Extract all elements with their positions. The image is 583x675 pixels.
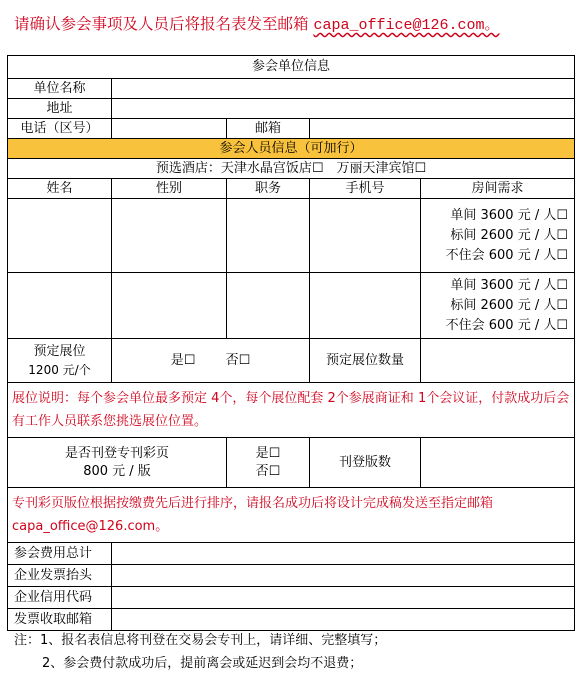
unit-name-label: 单位名称 (8, 79, 112, 99)
room-option-double[interactable]: 标间 2600 元 / 人☐ (450, 297, 569, 313)
room-options[interactable] (421, 199, 575, 273)
booth-label-text: 预定展位 (33, 343, 86, 359)
address-field[interactable] (112, 99, 575, 119)
registration-form (7, 55, 575, 631)
booth-note: 展位说明：每个参会单位最多预定 4个，每个展位配套 2个参展商证和 1个会议证，付款成功后会有工作人员联系您挑选展位位置。 (8, 383, 575, 438)
unit-section-title: 参会单位信息 (8, 56, 575, 79)
address-label: 地址 (8, 99, 112, 119)
invoice-title-field[interactable] (112, 565, 575, 587)
invoice-title-label: 企业发票抬头 (8, 565, 112, 587)
invoice-email-field[interactable] (112, 609, 575, 631)
instruction-header (14, 12, 499, 34)
unit-name-field[interactable] (112, 79, 575, 99)
email-field[interactable] (310, 119, 575, 139)
column-room: 房间需求 (421, 179, 575, 199)
room-options[interactable] (421, 273, 575, 339)
column-name: 姓名 (8, 179, 112, 199)
magazine-price: 800 元 / 版 (83, 463, 151, 479)
magazine-label (8, 438, 227, 488)
booth-label (8, 339, 112, 383)
column-position: 职务 (227, 179, 310, 199)
attendee-name-field[interactable] (8, 273, 112, 339)
attendee-name-field[interactable] (8, 199, 112, 273)
footnotes (14, 629, 386, 675)
instruction-text: 请确认参会事项及人员后将报名表发至邮箱 (14, 15, 309, 33)
attendee-row (8, 273, 575, 339)
footnote-1: 注：1、报名表信息将刊登在交易会专刊上，请详细、完整填写； (14, 633, 387, 648)
attendee-position-field[interactable] (227, 273, 310, 339)
phone-label: 电话（区号） (8, 119, 112, 139)
hotel-preference[interactable]: 预选酒店：天津水晶宫饭店☐ 万丽天津宾馆☐ (8, 159, 575, 179)
email-label: 邮箱 (227, 119, 310, 139)
instruction-email[interactable]: capa_office@126.com。 (313, 17, 500, 34)
room-option-single[interactable]: 单间 3600 元 / 人☐ (450, 207, 569, 223)
attendee-mobile-field[interactable] (310, 273, 421, 339)
invoice-email-label: 发票收取邮箱 (8, 609, 112, 631)
magazine-choice (227, 438, 310, 488)
booth-qty-label: 预定展位数量 (310, 339, 421, 383)
column-mobile: 手机号 (310, 179, 421, 199)
attendee-mobile-field[interactable] (310, 199, 421, 273)
total-fee-field[interactable] (112, 543, 575, 565)
magazine-qty-field[interactable] (421, 438, 575, 488)
magazine-no-checkbox[interactable]: 否☐ (255, 463, 281, 479)
credit-code-field[interactable] (112, 587, 575, 609)
room-option-none[interactable]: 不住会 600 元 / 人☐ (445, 317, 569, 333)
room-option-single[interactable]: 单间 3600 元 / 人☐ (450, 277, 569, 293)
magazine-yes-checkbox[interactable]: 是☐ (255, 445, 281, 461)
footnote-2: 2、参会费付款成功后，提前离会或延迟到会均不退费； (42, 656, 363, 671)
column-gender: 性别 (112, 179, 227, 199)
booth-choice (112, 339, 310, 383)
booth-yes-checkbox[interactable]: 是☐ (170, 352, 196, 368)
phone-field[interactable] (112, 119, 227, 139)
magazine-label-text: 是否刊登专刊彩页 (64, 445, 169, 461)
magazine-note: 专刊彩页版位根据按缴费先后进行排序，请报名成功后将设计完成稿发送至指定邮箱 capa_office@126.com。 (8, 488, 575, 543)
attendee-gender-field[interactable] (112, 273, 227, 339)
total-fee-label: 参会费用总计 (8, 543, 112, 565)
attendee-position-field[interactable] (227, 199, 310, 273)
room-option-none[interactable]: 不住会 600 元 / 人☐ (445, 247, 569, 263)
attendee-section-title: 参会人员信息（可加行） (8, 139, 575, 159)
booth-price: 1200 元/个 (28, 362, 91, 377)
booth-qty-field[interactable] (421, 339, 575, 383)
attendee-gender-field[interactable] (112, 199, 227, 273)
booth-no-checkbox[interactable]: 否☐ (225, 352, 251, 368)
credit-code-label: 企业信用代码 (8, 587, 112, 609)
magazine-qty-label: 刊登版数 (310, 438, 421, 488)
attendee-row (8, 199, 575, 273)
room-option-double[interactable]: 标间 2600 元 / 人☐ (450, 227, 569, 243)
